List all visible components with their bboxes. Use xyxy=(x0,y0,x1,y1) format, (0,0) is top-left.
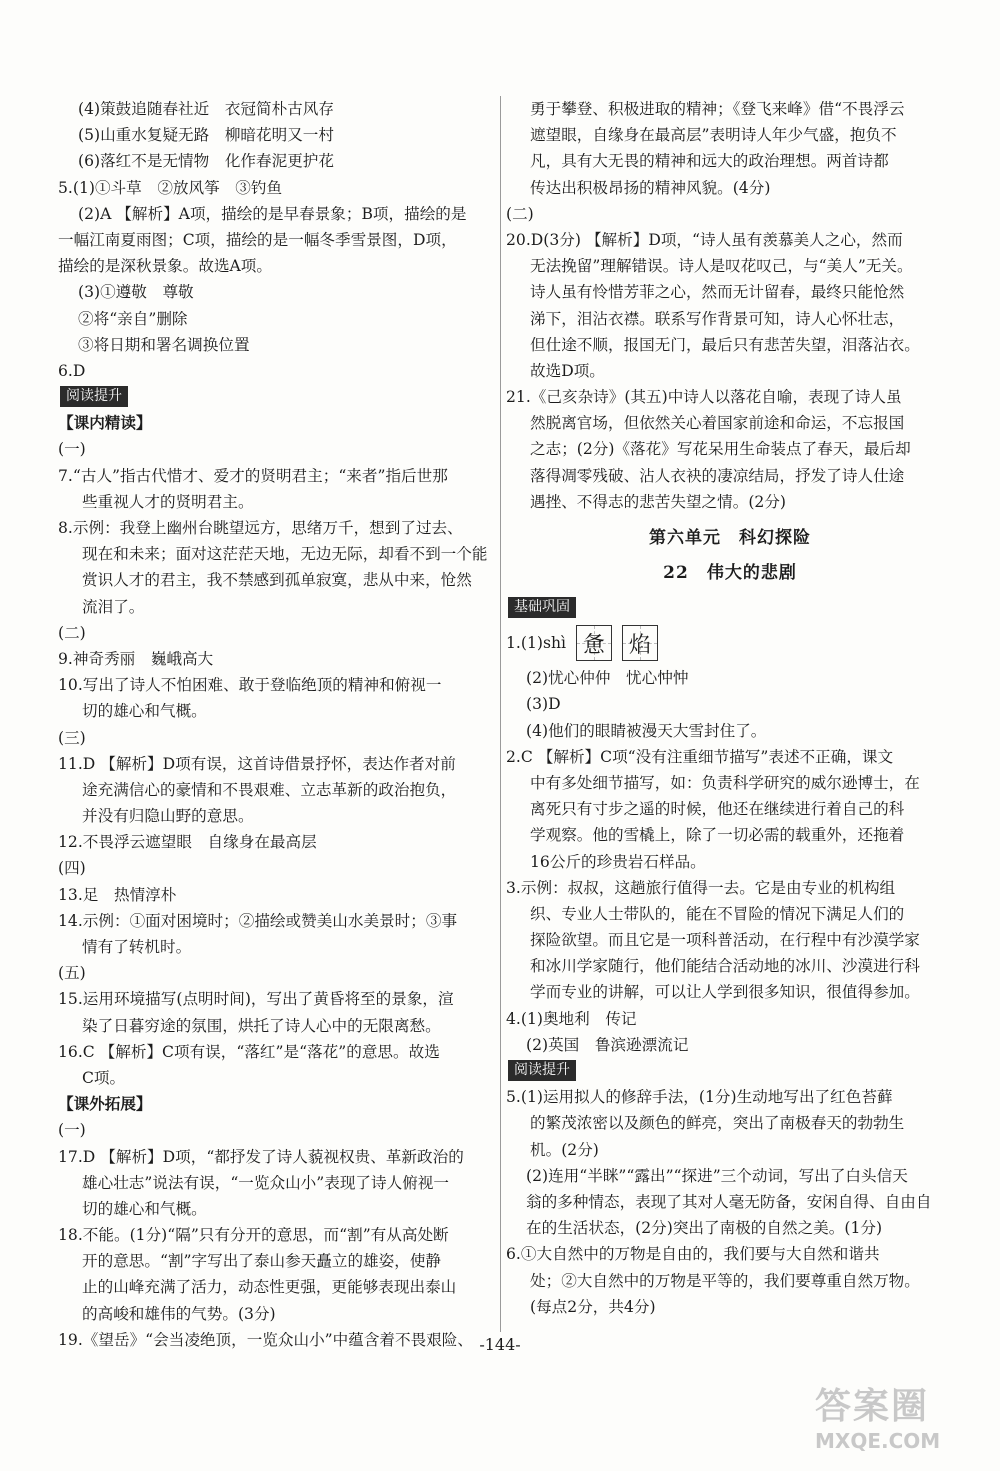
answer-line: 织、专业人士带队的，能在不冒险的情况下满足人们的 xyxy=(530,904,905,923)
page-number: -144- xyxy=(479,1335,521,1354)
answer-line: 学观察。他的雪橇上，除了一切必需的载重外，还拖着 xyxy=(530,826,905,845)
answer-line: C项。 xyxy=(82,1068,126,1087)
answer-line: 途充满信心的豪情和不畏艰难、立志革新的政治抱负， xyxy=(82,780,457,799)
answer-line: (五) xyxy=(58,964,86,983)
answer-line: 探险欲望。而且它是一项科普活动，在行程中有沙漠学家 xyxy=(530,931,920,950)
answer-line: 之志；(2分)《落花》写花呆用生命装点了春天，最后却 xyxy=(530,440,911,459)
answer-line: (4)策鼓追随春社近 衣冠简朴古风存 xyxy=(78,100,334,118)
answer-line: 9.神奇秀丽 巍峨高大 xyxy=(58,649,214,668)
section-heading: 【课外拓展】 xyxy=(58,1094,152,1114)
answer-line: 故选D项。 xyxy=(530,361,605,380)
answer-line: (5)山重水复疑无路 柳暗花明又一村 xyxy=(78,126,334,145)
lesson-title: 22 伟大的悲剧 xyxy=(663,563,797,583)
answer-line: 12.不畏浮云遮望眼 自缘身在最高层 xyxy=(58,833,317,852)
answer-line: (6)落红不是无情物 化作春泥更护花 xyxy=(78,152,334,171)
watermark-url: MXQE.COM xyxy=(815,1429,941,1453)
answer-line: 止的山峰充满了活力，动态性更强，更能够表现出泰山 xyxy=(82,1278,457,1297)
answer-line: 16.C 【解析】C项有误，“落红”是“落花”的意思。故选 xyxy=(58,1042,440,1061)
answer-line: 翁的多种情态，表现了其对人毫无防备，安闲自得、自由自 xyxy=(526,1192,932,1211)
answer-line: 21.《己亥杂诗》(其五)中诗人以落花自喻，表现了诗人虽 xyxy=(506,388,902,407)
answer-line: 雄心壮志”说法有误，“一览众山小”表现了诗人俯视一 xyxy=(82,1173,449,1192)
answer-line: (2)忧心仲仲 忧心忡忡 xyxy=(526,669,689,688)
answer-line: 情有了转机时。 xyxy=(82,938,192,956)
answer-line: 涕下，泪沾衣襟。联系写作背景可知，诗人心怀壮志， xyxy=(530,309,905,328)
answer-line: (三) xyxy=(58,728,86,747)
answer-line: 4.(1)奥地利 传记 xyxy=(506,1009,637,1028)
answer-line: 6.①大自然中的万物是自由的，我们要与大自然和谐共 xyxy=(506,1245,880,1264)
answer-line: 和冰川学家随行，他们能结合活动地的冰川、沙漠进行科 xyxy=(530,957,920,976)
answer-line: (3)①遵敬 尊敬 xyxy=(78,283,194,302)
section-tag: 阅读提升 xyxy=(60,386,128,407)
answer-line: 20.D(3分) 【解析】D项，“诗人虽有羡慕美人之心，然而 xyxy=(506,230,903,249)
answer-line: 落得凋零残破、沾人衣袂的凄凉结局，抒发了诗人仕途 xyxy=(530,466,905,485)
answer-line: 的高峻和雄伟的气势。(3分) xyxy=(82,1304,276,1323)
answer-line: 在的生活状态，(2分)突出了南极的自然之美。(1分) xyxy=(526,1219,883,1238)
answer-line: 7.“古人”指古代惜才、爱才的贤明君主；“来者”指后世那 xyxy=(58,466,448,485)
answer-line: 遮望眼，自缘身在最高层”表明诗人年少气盛，抱负不 xyxy=(530,126,897,145)
answer-line: ②将“亲自”删除 xyxy=(78,309,188,328)
answer-line: 无法挽留”理解错误。诗人是叹花叹己，与“美人”无关。 xyxy=(530,257,913,276)
watermark-logo xyxy=(815,1385,985,1465)
answer-line: 现在和未来；面对这茫茫天地，无边无际，却看不到一个能 xyxy=(82,545,488,564)
watermark-text: 答案圈 xyxy=(815,1386,930,1427)
answer-line: 5.(1)①斗草 ②放风筝 ③钓鱼 xyxy=(58,178,283,197)
answer-line: (3)D xyxy=(526,695,561,714)
answer-line: 2.C 【解析】C项“没有注重细节描写”表述不正确，课文 xyxy=(506,747,894,766)
answer-line: 8.示例：我登上幽州台眺望远方，思绪万千，想到了过去、 xyxy=(58,519,463,537)
answer-line: 离死只有寸步之遥的时候，他还在继续进行着自己的科 xyxy=(530,800,905,819)
section-tag-row xyxy=(506,595,954,621)
answer-line: ③将日期和署名调换位置 xyxy=(78,335,250,354)
answer-line: 13.足 热情淳朴 xyxy=(58,885,177,904)
answer-line: 勇于攀登、积极进取的精神；《登飞来峰》借“不畏浮云 xyxy=(530,100,905,118)
answer-line: (2)连用“半眯”“露出”“探进”三个动词，写出了白头信天 xyxy=(526,1166,908,1185)
answer-line: (二) xyxy=(58,623,86,642)
answer-line: (4)他们的眼睛被漫天大雪封住了。 xyxy=(526,721,767,740)
tianzige-box xyxy=(622,625,658,661)
answer-line: 诗人虽有怜惜芳菲之心，然而无计留春，最终只能怆然 xyxy=(530,283,905,302)
answer-line: 处；②大自然中的万物是平等的，我们要尊重自然万物。 xyxy=(530,1271,920,1290)
section-heading: 【课内精读】 xyxy=(58,413,152,433)
answer-line: 赏识人才的君主，我不禁感到孤单寂寞，悲从中来，怆然 xyxy=(82,571,472,590)
answer-line: 然脱离官场，但依然关心着国家前途和命运，不忘报国 xyxy=(530,414,905,433)
answer-line: 学而专业的讲解，可以让人学到很多知识，很值得参加。 xyxy=(530,983,920,1002)
answer-line: 中有多处细节描写，如：负责科学研究的威尔逊博士，在 xyxy=(530,773,920,792)
answer-line: 的繁茂浓密以及颜色的鲜亮，突出了南极春天的勃勃生 xyxy=(530,1114,905,1133)
answer-line: 18.不能。(1分)“隔”只有分开的意思，而“割”有从高处断 xyxy=(58,1226,449,1245)
answer-line: 19.《望岳》“会当凌绝顶，一览众山小”中蕴含着不畏艰险、 xyxy=(58,1330,473,1349)
column-divider xyxy=(500,96,501,1332)
answer-line: 流泪了。 xyxy=(82,597,145,616)
answer-line: 15.运用环境描写(点明时间)，写出了黄昏将至的景象，渲 xyxy=(58,990,454,1009)
section-tag-row xyxy=(506,1058,954,1084)
answer-line: (四) xyxy=(58,859,86,878)
answer-line: (一) xyxy=(58,440,86,459)
answer-line: 描绘的是深秋景象。故选A项。 xyxy=(58,257,272,276)
left-column xyxy=(58,96,496,1353)
answer-line: 些重视人才的贤明君主。 xyxy=(82,492,254,511)
answer-line: 切的雄心和气概。 xyxy=(82,1199,207,1218)
answer-line: (2)A 【解析】A项，描绘的是早春景象；B项，描绘的是 xyxy=(78,204,467,223)
answer-line: (2)英国 鲁滨逊漂流记 xyxy=(526,1035,689,1054)
answer-line: 但仕途不顺，报国无门，最后只有悲苦失望，泪落沾衣。 xyxy=(530,335,920,354)
answer-line: 凡，具有大无畏的精神和远大的政治理想。两首诗都 xyxy=(530,152,889,171)
answer-line: 17.D 【解析】D项，“都抒发了诗人藐视权贵、革新政治的 xyxy=(58,1147,464,1166)
answer-line: (一) xyxy=(58,1121,86,1140)
unit-title: 第六单元 科幻探险 xyxy=(649,528,811,548)
answer-prefix: 1.(1)shì xyxy=(506,634,566,653)
answer-line: (每点2分，共4分) xyxy=(530,1297,656,1316)
answer-line: 切的雄心和气概。 xyxy=(82,702,207,721)
answer-line: 3.示例：叔叔，这趟旅行值得一去。它是由专业的机构组 xyxy=(506,878,896,897)
section-tag: 基础巩固 xyxy=(508,597,576,618)
answer-line: 染了日暮穷途的氛围，烘托了诗人心中的无限离愁。 xyxy=(82,1016,441,1035)
answer-line: 6.D xyxy=(58,361,86,380)
answer-line: 10.写出了诗人不怕困难、敢于登临绝顶的精神和俯视一 xyxy=(58,676,442,695)
handwritten-char: 惫 xyxy=(582,632,605,658)
answer-line: (二) xyxy=(506,204,534,223)
answer-line: 5.(1)运用拟人的修辞手法，(1分)生动地写出了红色苔藓 xyxy=(506,1088,893,1107)
answer-line: 14.示例：①面对困境时；②描绘或赞美山水美景时；③事 xyxy=(58,911,458,930)
answer-line: 遇挫、不得志的悲苦失望之情。(2分) xyxy=(530,492,786,511)
tianzige-box xyxy=(576,625,612,661)
answer-line: 机。(2分) xyxy=(530,1140,599,1159)
right-column xyxy=(506,96,954,1320)
section-tag: 阅读提升 xyxy=(508,1060,576,1081)
answer-line: 一幅江南夏雨图；C项，描绘的是一幅冬季雪景图，D项， xyxy=(58,230,457,249)
handwritten-char: 焰 xyxy=(628,632,651,658)
answer-line: 11.D 【解析】D项有误，这首诗借景抒怀，表达作者对前 xyxy=(58,754,456,773)
char-write-row xyxy=(506,621,954,665)
answer-line: 传达出积极昂扬的精神风貌。(4分) xyxy=(530,178,771,197)
answer-line: 开的意思。“割”字写出了泰山参天矗立的雄姿，使静 xyxy=(82,1252,442,1271)
answer-line: 并没有归隐山野的意思。 xyxy=(82,807,254,826)
answer-line: 16公斤的珍贵岩石样品。 xyxy=(530,852,706,871)
section-tag-row xyxy=(58,384,496,410)
